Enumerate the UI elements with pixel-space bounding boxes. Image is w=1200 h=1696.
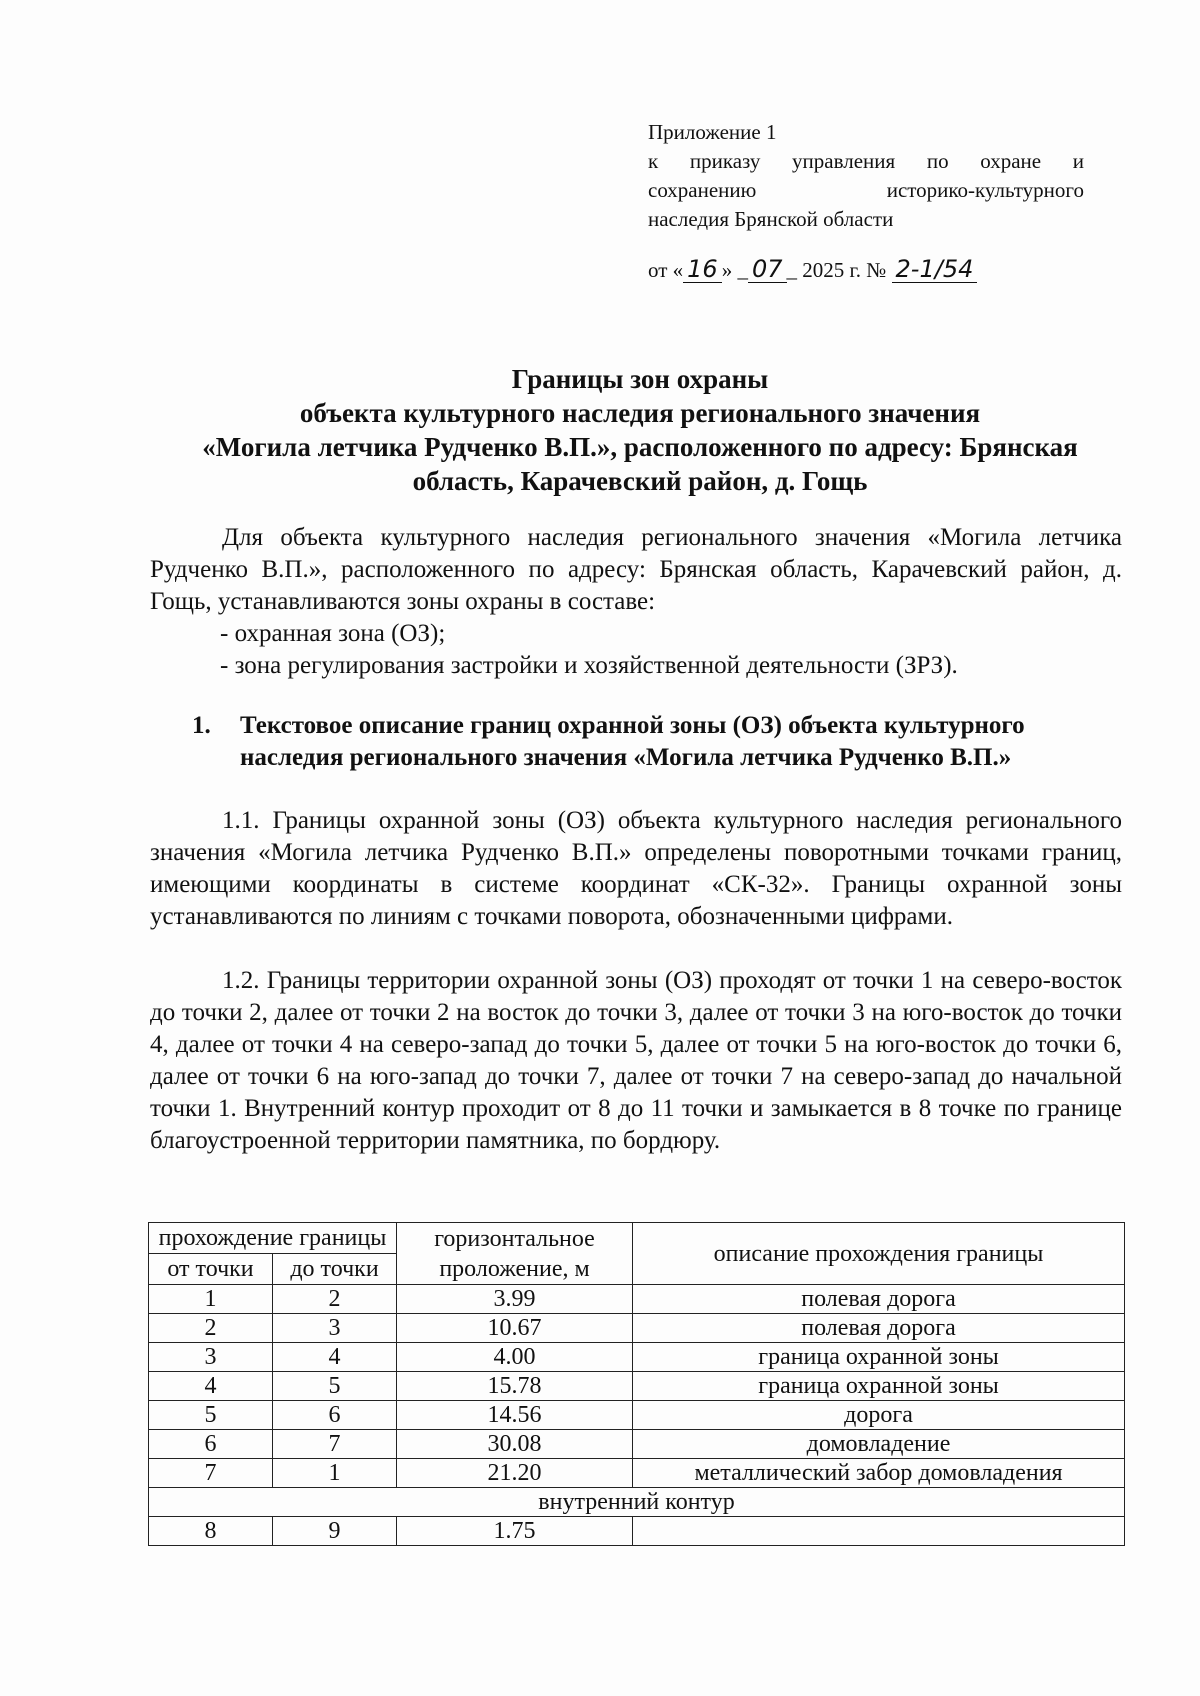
table-row: 5 6 14.56 дорога (149, 1401, 1125, 1430)
boundary-table (148, 1222, 1125, 1546)
table-row: 3 4 4.00 граница охранной зоны (149, 1343, 1125, 1372)
inner-contour-row: внутренний контур (149, 1488, 1125, 1517)
order-date-line: от « 16 » _ 07 _ 2025 г. № 2-1/54 (648, 256, 1088, 283)
section-heading: 1. Текстовое описание границ охранной зоны (ОЗ) объекта культурного наследия регионального значения «Могила летчика Рудченко В.П.» (192, 712, 1025, 771)
paragraph-1-2: 1.2. Границы территории охранной зоны (ОЗ) проходят от точки 1 на северо-восток до точки 2, далее от точки 2 на восток до точки 3, далее от точки 3 на юго-восток до точки 4, далее от точки 4 на северо-запад до точки 5, далее от точки 5 на юго-восток до точки 6, далее от точки 6 на юго-запад до точки 7, далее от точки 7 на северо-запад до начальной точки 1. Внутренний контур проходит от 8 до 11 точки и замыкается в 8 точке по границе благоустроенной территории памятника, по бордюру. (150, 967, 1122, 1154)
header-from: от точки (149, 1254, 273, 1285)
header-description: описание прохождения границы (633, 1223, 1125, 1285)
header-to: до точки (273, 1254, 397, 1285)
order-number: 2-1/54 (892, 256, 978, 283)
intro-paragraph: Для объекта культурного наследия регионального значения «Могила летчика Рудченко В.П.», расположенного по адресу: Брянская область, Карачевский район, д. Гощь, устанавливаются зоны охраны в составе: (150, 524, 1122, 615)
table-row: 4 5 15.78 граница охранной зоны (149, 1372, 1125, 1401)
table-row: 2 3 10.67 полевая дорога (149, 1314, 1125, 1343)
paragraph-1-1: 1.1. Границы охранной зоны (ОЗ) объекта культурного наследия регионального значения «Могила летчика Рудченко В.П.» определены поворотными точками границ, имеющими координаты в системе координат «СК-32». Границы охранной зоны устанавливаются по линиям с точками поворота, обозначенными цифрами. (150, 807, 1122, 930)
appendix-title: Приложение 1 (648, 120, 777, 144)
table-row: 6 7 30.08 домовладение (149, 1430, 1125, 1459)
zone-list-item: - зона регулирования застройки и хозяйственной деятельности (ЗРЗ). (220, 652, 958, 679)
order-month: 07 (748, 256, 787, 283)
order-day: 16 (683, 256, 722, 283)
appendix-line: сохранению историко-культурного (648, 178, 1084, 202)
table-row: 1 2 3.99 полевая дорога (149, 1285, 1125, 1314)
document-title: Границы зон охраны объекта культурного наследия регионального значения «Могила летчика Рудченко В.П.», расположенного по адресу: Брянская область, Карачевский район, д. Гощь (202, 364, 1078, 496)
header-passage: прохождение границы (149, 1223, 397, 1254)
appendix-block (648, 118, 1084, 234)
header-distance: горизонтальное проложение, м (397, 1223, 633, 1285)
appendix-line: наследия Брянской области (648, 207, 894, 231)
appendix-line: к приказу управления по охране и (648, 149, 1084, 173)
zone-list-item: - охранная зона (ОЗ); (220, 620, 446, 647)
table-row: 8 9 1.75 (149, 1517, 1125, 1546)
table-row: 7 1 21.20 металлический забор домовладения (149, 1459, 1125, 1488)
